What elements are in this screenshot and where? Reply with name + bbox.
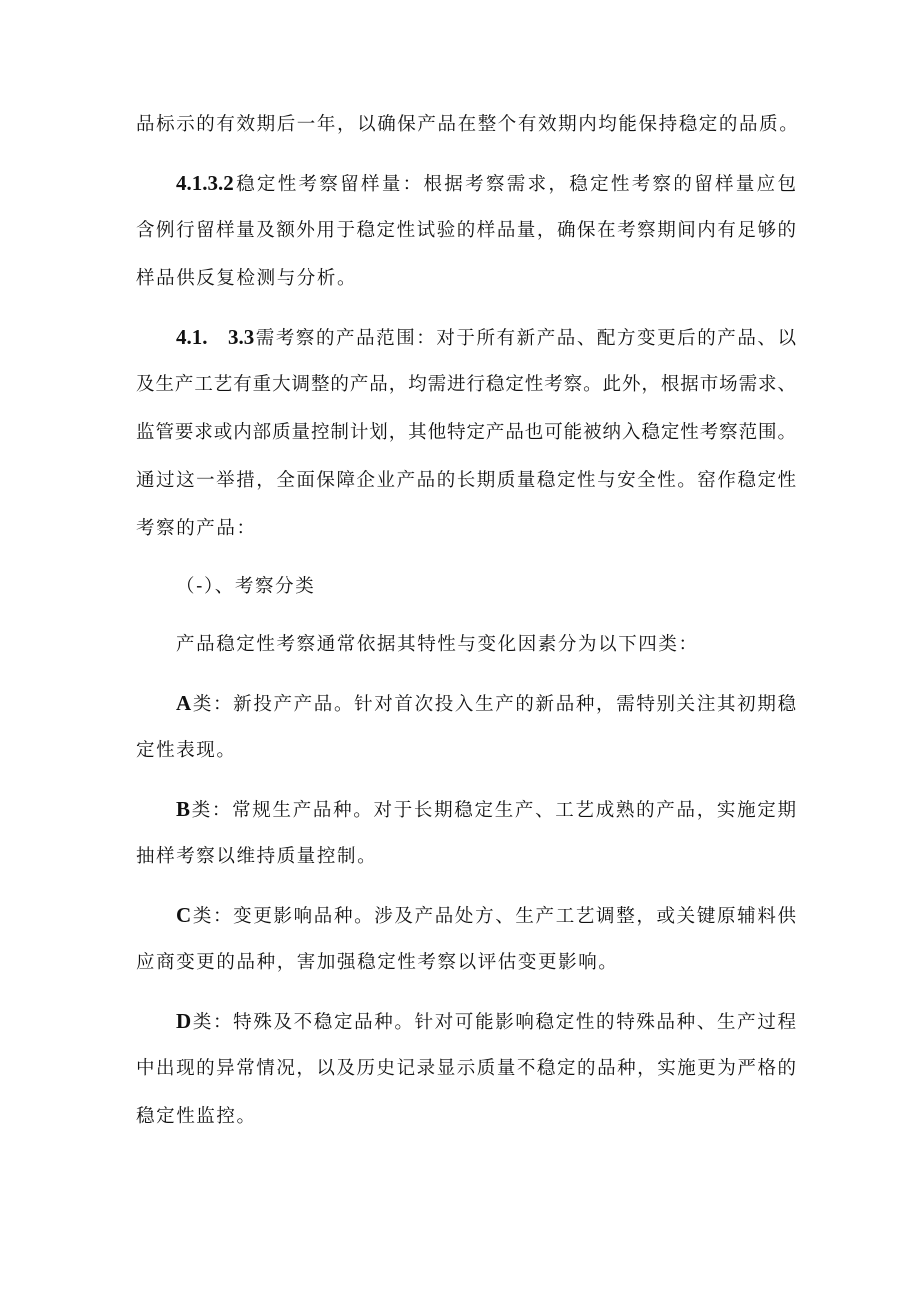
paragraph-line: 应商变更的品种，害加强稳定性考察以评估变更影响。 — [136, 952, 619, 973]
paragraph-line: 含例行留样量及额外用于稳定性试验的样品量，确保在考察期间内有足够的 — [136, 220, 796, 241]
paragraph-line: 品标示的有效期后一年，以确保产品在整个有效期内均能保持稳定的品质。 — [136, 114, 800, 135]
clause-number: 4.1. 3.3 — [176, 325, 255, 349]
section-heading: （-）、考察分类 — [176, 576, 316, 597]
category-letter: A — [176, 691, 192, 715]
paragraph-text: 类：常规生产品种。对于长期稳定生产、工艺成熟的产品，实施定期 — [190, 800, 796, 821]
paragraph-line: 考察的产品： — [136, 518, 257, 539]
paragraph-text: 需考察的产品范围：对于所有新产品、配方变更后的产品、以 — [254, 328, 796, 349]
paragraph-line — [176, 171, 796, 197]
paragraph-line: 产品稳定性考察通常依据其特性与变化因素分为以下四类： — [176, 634, 699, 655]
paragraph-line: 稳定性监控。 — [136, 1106, 257, 1127]
paragraph-line: 中出现的异常情况，以及历史记录显示质量不稳定的品种，实施更为严格的 — [136, 1058, 796, 1079]
paragraph-line: 定性表现。 — [136, 740, 237, 761]
category-letter: B — [176, 797, 191, 821]
paragraph-line — [176, 691, 796, 717]
paragraph-text: 类：特殊及不稳定品种。针对可能影响稳定性的特殊品种、生产过程 — [191, 1012, 796, 1033]
paragraph-line: 抽样考察以维持质量控制。 — [136, 846, 378, 867]
paragraph-line: 及生产工艺有重大调整的产品，均需进行稳定性考察。此外，根据市场需求、 — [136, 374, 796, 395]
paragraph-line: 样品供反复检测与分析。 — [136, 268, 358, 289]
paragraph-line: 监管要求或内部质量控制计划，其他特定产品也可能被纳入稳定性考察范围。 — [136, 422, 796, 443]
paragraph-line — [176, 797, 796, 823]
paragraph-text: 类：新投产产品。针对首次投入生产的新品种，需特别关注其初期稳 — [191, 694, 796, 715]
paragraph-line: 通过这一举措，全面保障企业产品的长期质量稳定性与安全性。窑作稳定性 — [136, 470, 796, 491]
category-letter: D — [176, 1009, 192, 1033]
paragraph-text: 稳定性考察留样量：根据考察需求，稳定性考察的留样量应包 — [233, 174, 796, 195]
paragraph-line — [176, 903, 796, 929]
paragraph-line — [176, 1009, 796, 1035]
paragraph-text: 类：变更影响品种。涉及产品处方、生产工艺调整，或关键原辅料供 — [191, 906, 796, 927]
category-letter: C — [176, 903, 192, 927]
paragraph-line — [176, 325, 796, 351]
clause-number: 4.1.3.2 — [176, 171, 234, 195]
